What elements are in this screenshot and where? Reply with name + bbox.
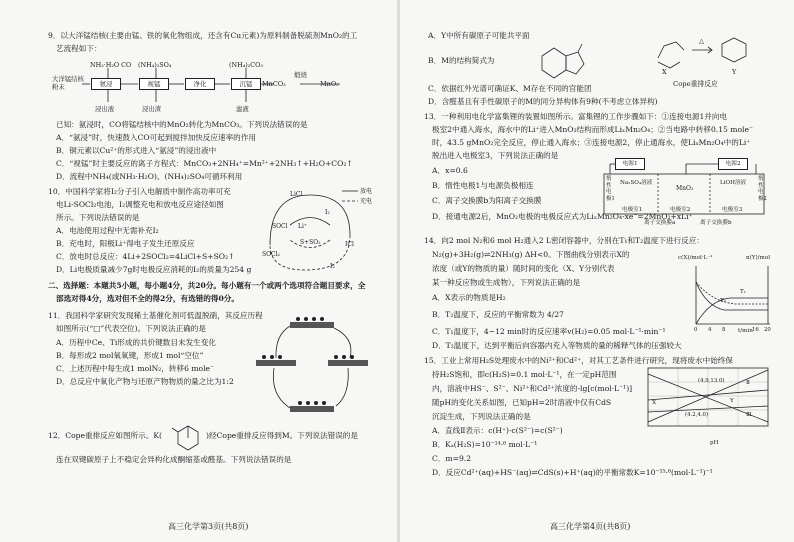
- q12-option-c: C．依据红外光谱可确证K、M存在不同的官能团: [428, 84, 592, 93]
- ph-xlabel: pH: [710, 440, 719, 446]
- kinetics-xtick-20: 20: [764, 327, 771, 333]
- q15-option-d: D．反应Cd²⁺(aq)+HS⁻(aq)⇌CdS(s)+H⁺(aq)的平衡常数K=10⁻¹⁵·⁶(mol·L⁻¹)⁻¹: [432, 468, 713, 477]
- q12-line-1: 12．Cope重排反应如图所示。K(: [48, 431, 162, 440]
- section2-line-2: 部选对得4分，选对但不全的得2分，有选错的得0分。: [56, 294, 239, 303]
- q11-option-d: D．总反应中氧化产物与还原产物物质的量之比为1:2: [56, 377, 234, 386]
- line-label-ii: Ⅱ: [746, 380, 750, 386]
- q11-option-b: B．每形成2 mol氧氧键，形成1 mol“空位”: [56, 351, 204, 360]
- q15-line-3: 内，溶液中HS⁻、S²⁻、Ni²⁺和Cd²⁺浓度的-lg[c(mol·L⁻¹)]: [432, 384, 633, 393]
- kinetics-xlabel: t/min: [738, 328, 753, 334]
- q13-option-c: C．离子交换膜b为阳离子交换膜: [432, 196, 542, 205]
- q14-line-3: 浓度（或Y的物质的量）随时间的变化（X、Y分别代表: [432, 264, 615, 273]
- node-i2-bottom: I₂: [330, 263, 335, 270]
- q10-option-d: D．Li电极质量减少7g时电极反应消耗的I₂的质量为254 g: [56, 265, 252, 274]
- cope-label-y: Y: [732, 68, 737, 76]
- cope-diagram: [650, 28, 760, 72]
- q12-line-3: 连在双键碳原子上不稳定会异构化成酮缩基或醛基。下列说法错误的是: [56, 455, 292, 464]
- flow-start: 大洋锰结核粉末: [52, 75, 84, 91]
- cope-caption: Cope重排反应: [673, 80, 718, 88]
- q14-option-d: D．T₂温度下，达到平衡后向容器内充入等物质的量的稀释气体的压强较大: [432, 341, 682, 350]
- section2-line-1: 二、选择题：本题共5小题，每小题4分，共20分。每小题有一个或两个选项符合题目要求，全: [48, 281, 366, 290]
- inert-electrode-1: 惰性电极1: [606, 176, 615, 202]
- flow-step-4: 沉锰: [231, 78, 261, 90]
- node-icl: ICl: [345, 241, 354, 248]
- node-licl: LiCl: [290, 191, 303, 198]
- node-socl2: SOCl₂: [262, 251, 280, 258]
- q12-option-b: B．M的结构简式为: [428, 56, 495, 65]
- left-footer: 高三化学第3页(共8页): [168, 522, 249, 531]
- kinetics-plot: [690, 262, 774, 332]
- q9-line-1: 9．以大洋锰结核(主要由锰、铁的氧化物组成，还含有Cu元素)为原料制备脱硫剂MnO₂的工: [48, 31, 358, 40]
- q14-line-4: 某一种反应物或生成物），下列说法正确的是: [432, 278, 581, 287]
- kinetics-xtick-16: 16: [752, 327, 759, 333]
- q11-option-c: C．上述历程中每生成1 molN₂，转移6 mole⁻: [56, 364, 215, 373]
- q12-option-a: A．Y中所有碳原子可能共平面: [428, 31, 530, 40]
- kinetics-ylabel-left: c(X)/mol·L⁻¹: [678, 255, 713, 261]
- cope-label-x: X: [662, 68, 667, 76]
- node-li: Li⁺: [298, 223, 308, 230]
- node-s-so2: S+SO₂: [300, 239, 321, 246]
- legend-discharge: 放电: [360, 188, 373, 195]
- q15-option-c: C．m=9.2: [432, 454, 472, 463]
- q13-option-b: B．惰性电极1与电源负极相连: [432, 181, 534, 190]
- q11-line-2: 如图所示(“□”代表空位)。下列说法正确的是: [56, 324, 206, 333]
- q15-option-a: A．直线Ⅱ表示：c(H⁺)·c(S²⁻)=c(S²⁻): [432, 426, 563, 435]
- q10-option-a: A．电池使用过程中无需补充I₂: [56, 226, 159, 235]
- q14-option-c: C．T₁温度下，4~12 min时的反应速率v(H₂)=0.05 mol·L⁻¹·min⁻¹: [432, 327, 666, 336]
- q14-line-1: 14．向2 mol N₂和6 mol H₂通入2 L密闭容器中，分别在T₁和T₂温度下进行反应：: [424, 236, 704, 245]
- flow-step-1: 氨浸: [91, 78, 121, 90]
- inert-electrode-2: 惰性电极2: [758, 176, 767, 202]
- q9-option-c: C．“视锰”时主要反应的离子方程式：MnCO₃+2NH₄⁺=Mn²⁺+2NH₃↑+H₂O+CO₂↑: [56, 159, 353, 168]
- cope-heat: △: [699, 37, 704, 45]
- kinetics-xtick-8: 8: [722, 327, 726, 333]
- point-label-2: (4.2,4.0): [685, 412, 709, 418]
- membrane-a: 离子交换膜a: [644, 220, 676, 226]
- flow-product-1: MnCO₃: [262, 80, 286, 88]
- q13-option-d: D．接通电源2后，MnO₂电极的电极反应式为LiₓMn₂O₄-xe⁻=2MnO₂+xLi⁺: [432, 212, 693, 221]
- q11-line-1: 11．我国科学家研究发现稀土基催化剂可低温脱硝，其反应历程: [48, 311, 263, 320]
- point-label-1: (4.9,13.0): [698, 378, 725, 384]
- q12-k-structure: [170, 422, 204, 452]
- flow-reagent-1: NH₃·H₂O CO: [90, 61, 132, 69]
- kinetics-xtick-4: 4: [708, 327, 712, 333]
- q13-option-a: A．x=0.6: [432, 166, 468, 175]
- flow-step-2: 视锰: [139, 78, 169, 90]
- m-structure: [532, 36, 592, 82]
- lioh-solution: LiOH溶液: [720, 180, 747, 186]
- q10-option-b: B．充电时，阳极Li⁺得电子发生还原反应: [56, 239, 195, 248]
- q9-option-a: A．“氨浸”时，快速鼓入CO可起到搅拌加快反应速率的作用: [56, 133, 256, 142]
- cycle-arcs: [250, 185, 373, 275]
- flow-step-3: 净化: [185, 78, 215, 90]
- chamber-2: 电极室2: [670, 207, 691, 213]
- q14-option-b: B．T₂温度下，反应的平衡常数为 4/27: [432, 310, 564, 319]
- q12-option-d: D．含醛基且有手性碳原子的M的同分异构体有9种(不考虑立体异构): [428, 97, 658, 106]
- q14-line-2: N₂(g)+3H₂(g)⇌2NH₃(g) ΔH<0。下图曲线分别表示X的: [432, 250, 630, 259]
- q10-line-1: 10．中国科学家将I₂分子引入电解质中制作高功率可充: [48, 187, 231, 196]
- q11-mechanism-diagram: [250, 310, 370, 425]
- q10-line-2: 电Li-SOCl₂电池，I₂调整充电和放电反应途径如图: [56, 200, 224, 209]
- power-source-1: 电源1: [615, 158, 645, 170]
- kinetics-ylabel-right: n(Y)/mol: [746, 255, 771, 261]
- mno2-electrode: MnO₂: [676, 185, 694, 192]
- flow-product-2: MnO₂: [320, 80, 339, 88]
- q13-line-4: 脱出进入电极室3，下列说法正确的是: [432, 151, 559, 160]
- q9-option-b: B．铜元素以Cu²⁺的形式进入“氨浸”的浸出液中: [56, 146, 217, 155]
- flow-waste-2: 浸出渣: [142, 105, 162, 113]
- curve-label-t2: T₂: [720, 298, 726, 304]
- flow-calcine: 煅烧: [294, 71, 307, 79]
- membrane-b: 离子交换膜b: [700, 220, 732, 226]
- node-socl: SOCl: [272, 223, 288, 230]
- q15-line-1: 15．工业上常用H₂S处理废水中的Ni²⁺和Cd²⁺，对其工艺条件进行研究，现将废水中始终保: [424, 356, 733, 365]
- power-source-2: 电源2: [718, 158, 748, 170]
- line-label-x: X: [652, 400, 657, 406]
- q11-option-a: A．历程中Ce、Ti形成的共价键数目未发生变化: [56, 338, 216, 347]
- q13-line-2: 极室2中通入海水，海水中的Li⁺进入MnO₂结构而形成LiₓMn₂O₄；②当电路中转移0.15 mole⁻: [432, 125, 753, 134]
- line-label-iii: Ⅲ: [746, 412, 752, 418]
- q15-line-4: 随pH的变化关系如图，已知pH=2时溶液中仅有CdS: [432, 398, 612, 407]
- q15-line-5: 沉淀生成，下列说法正确的是: [432, 412, 531, 421]
- q15-line-2: 持H₂S饱和，即c(H₂S)=0.1 mol·L⁻¹，在一定pH范围: [432, 370, 617, 379]
- q10-line-3: 所示。下列说法错误的是: [56, 213, 140, 222]
- na2so4-solution: Na₂SO₄溶液: [620, 180, 653, 186]
- curve-label-t1: T₁: [740, 289, 746, 295]
- flow-reagent-2: (NH₄)₂SO₄: [138, 61, 172, 69]
- chamber-1: 电极室1: [622, 207, 643, 213]
- q15-option-b: B．Kₐ(H₂S)=10⁻¹⁴·⁶ mol·L⁻¹: [432, 440, 538, 449]
- flow-waste-1: 浸出液: [95, 105, 115, 113]
- flow-reagent-3: (NH₄)₂CO₃: [229, 61, 263, 69]
- flow-waste-3: 滤液: [236, 105, 249, 113]
- legend-charge: 充电: [360, 198, 373, 205]
- line-label-y: Y: [730, 398, 734, 404]
- right-footer: 高三化学第4页(共8页): [550, 522, 631, 531]
- q9-option-d: D．流程中NH₄(或NH₃·H₂O)、(NH₄)₂SO₄可循环利用: [56, 172, 243, 181]
- q10-option-c: C．放电时总反应：4Li+2SOCl₂=4LiCl+S+SO₂↑: [56, 252, 235, 261]
- node-i2-top: I₂: [325, 209, 330, 216]
- chamber-3: 电极室3: [722, 207, 743, 213]
- q13-line-1: 13．一种利用电化学富集锂的装置如图所示。富集锂的工作步骤如下：①连接电源1并向电: [424, 112, 728, 121]
- q12-line-2: )经Cope重排反应得到M。下列说法错误的是: [206, 431, 358, 440]
- q14-option-a: A．X表示的物质是H₂: [432, 293, 506, 302]
- q9-line-2: 艺流程如下：: [56, 44, 102, 53]
- right-page: [400, 0, 794, 542]
- kinetics-xtick-0: 0: [694, 327, 698, 333]
- q9-line-3: 已知：氨浸时，CO将锰结核中的MnO₂转化为MnCO₃。下列说法错误的是: [56, 120, 308, 129]
- q13-line-3: 时，43.5 gMnO₂完全反应，停止通入海水；③连接电源2，停止通海水，使LiₓMn₂O₄中的Li⁺: [432, 138, 751, 147]
